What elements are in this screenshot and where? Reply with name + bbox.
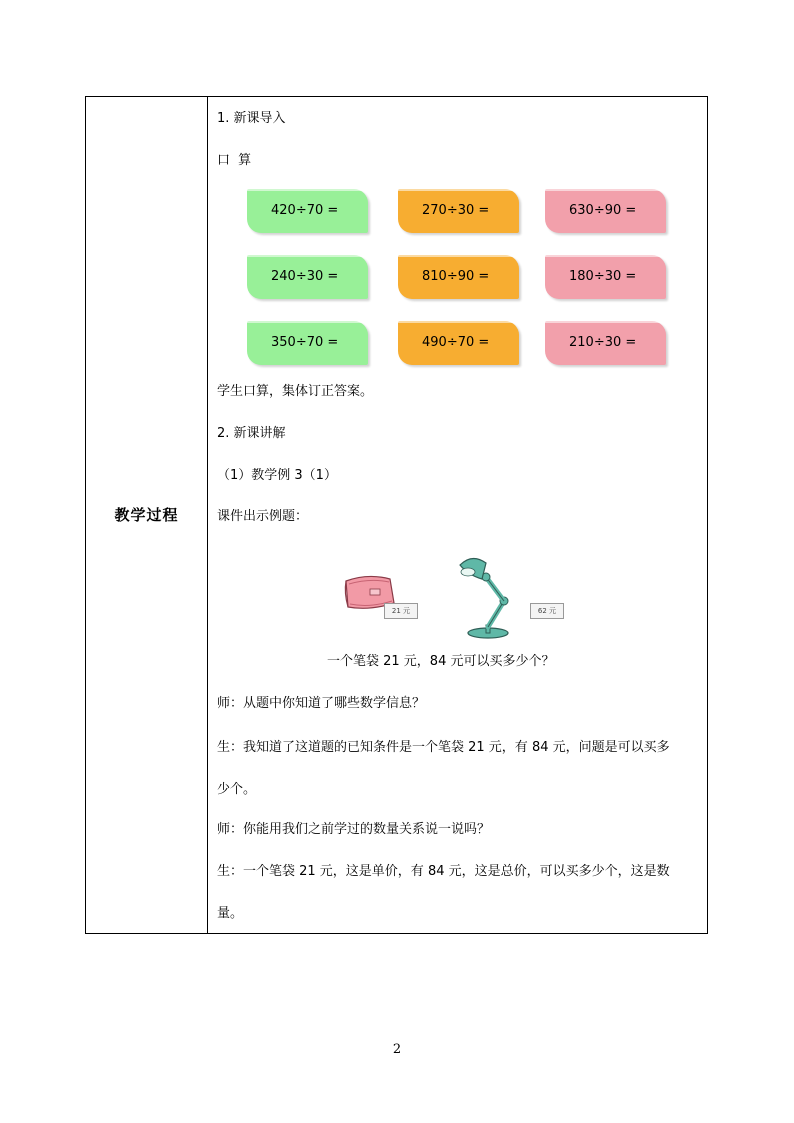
problem-statement: 一个笔袋 21 元，84 元可以买多少个？ bbox=[327, 654, 555, 669]
desk-lamp-icon bbox=[456, 553, 520, 639]
example-illustration bbox=[340, 547, 570, 637]
students-calc-text: 学生口算，集体订正答案。 bbox=[217, 384, 374, 399]
section-2-title: 2. 新课讲解 bbox=[217, 426, 286, 441]
calc-card: 630÷90 = bbox=[545, 189, 666, 233]
calc-card: 240÷30 = bbox=[247, 255, 368, 299]
dialog-line: 师：你能用我们之前学过的数量关系说一说吗？ bbox=[217, 822, 491, 837]
lesson-table bbox=[85, 96, 708, 934]
calc-card: 180÷30 = bbox=[545, 255, 666, 299]
page-number: 2 bbox=[392, 1042, 402, 1057]
example-title: （1）教学例 3（1） bbox=[217, 468, 337, 483]
dialog-line: 师：从题中你知道了哪些数学信息？ bbox=[217, 696, 426, 711]
pencil-case-price-tag: 21 元 bbox=[384, 603, 418, 619]
calc-card: 810÷90 = bbox=[398, 255, 519, 299]
dialog-line: 生：我知道了这道题的已知条件是一个笔袋 21 元，有 84 元，问题是可以买多 bbox=[217, 740, 670, 755]
lamp-price-tag: 62 元 bbox=[530, 603, 564, 619]
calc-card: 350÷70 = bbox=[247, 321, 368, 365]
section-1-title: 1. 新课导入 bbox=[217, 111, 286, 126]
courseware-intro: 课件出示例题： bbox=[217, 509, 309, 524]
dialog-line: 量。 bbox=[217, 906, 244, 921]
calc-card: 420÷70 = bbox=[247, 189, 368, 233]
dialog-line: 生：一个笔袋 21 元，这是单价，有 84 元，这是总价，可以买多少个，这是数 bbox=[217, 864, 670, 879]
row-label: 教学过程 bbox=[114, 506, 179, 524]
dialog-line: 少个。 bbox=[217, 782, 257, 797]
calc-card: 490÷70 = bbox=[398, 321, 519, 365]
calc-card: 210÷30 = bbox=[545, 321, 666, 365]
oral-calc-label: 口 算 bbox=[217, 153, 254, 168]
calc-card: 270÷30 = bbox=[398, 189, 519, 233]
column-divider bbox=[207, 97, 208, 933]
